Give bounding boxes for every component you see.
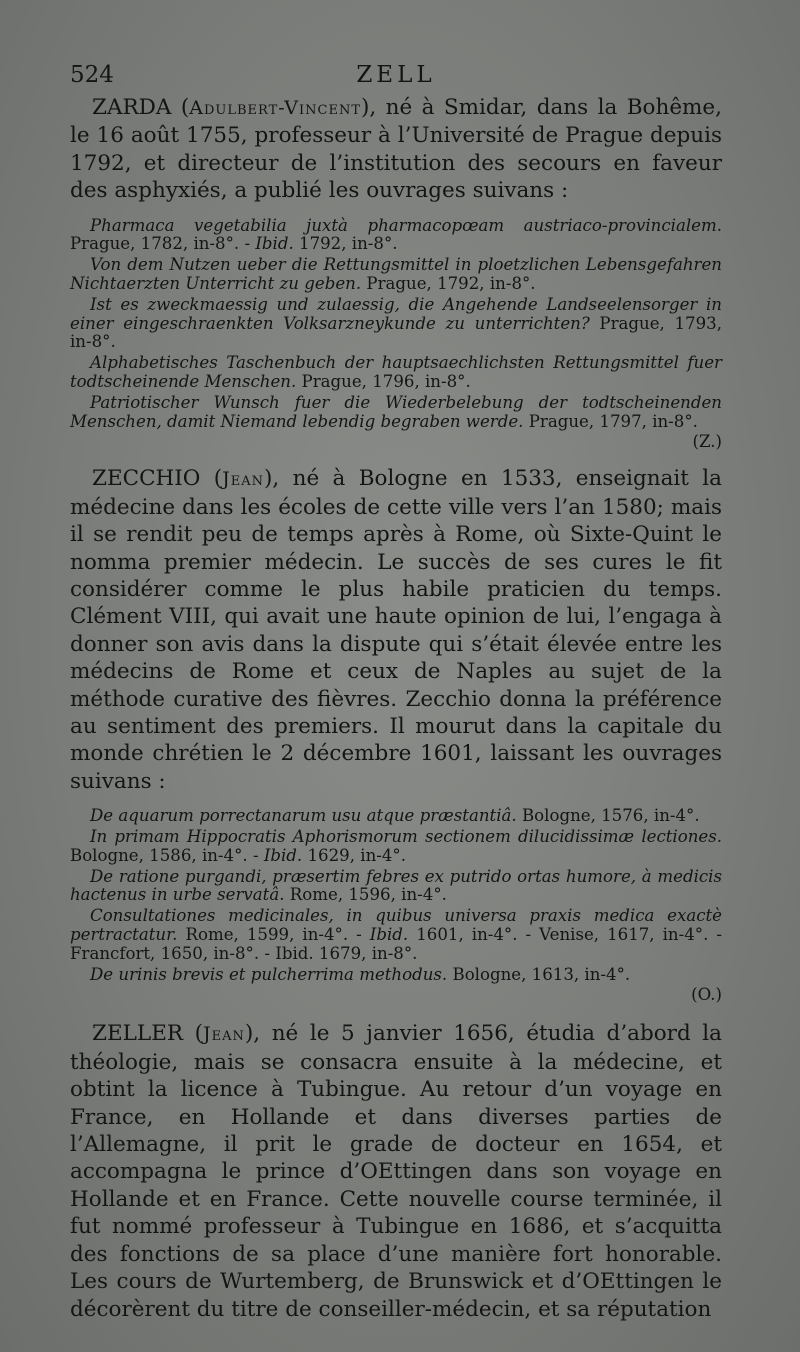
works-list xyxy=(70,807,722,984)
work-details: Bologne, 1586, in-4°. - xyxy=(70,845,264,865)
work-title: Patriotischer Wunsch fuer die Wiederbelebung der todtscheinenden Menschen, damit Niemand lebendig begraben werde. xyxy=(70,392,722,431)
work-item xyxy=(70,966,722,985)
work-item xyxy=(70,907,722,963)
work-details-more: 1792, in-8°. xyxy=(293,234,398,254)
work-details: Prague, 1792, in-8°. xyxy=(361,274,536,294)
running-head: ZELL xyxy=(356,62,436,88)
work-title: In primam Hippocratis Aphorismorum sectionem dilucidissimæ lectiones. xyxy=(90,827,722,847)
work-item xyxy=(70,828,722,866)
entry-headword: ZELLER xyxy=(92,1021,184,1047)
entry-zarda: ZARDA (Adulbert-Vincent), né à Smidar, dans la Bohême, le 16 août 1755, professeur à l’Université de Prague depuis 1792, et directeur de l’institution des secours en faveur des asphyxiés, a publié les ouvrages suivans : xyxy=(70,95,722,204)
entry-zecchio: ZECCHIO (Jean), né à Bologne en 1533, enseignait la médecine dans les écoles de cette ville vers l’an 1580; mais il se rendit peu de temps après à Rome, où Sixte-Quint le nomma premier médecin. Le succès de ses cures le fit considérer comme le plus habile praticien du temps. Clément VIII, qui avait une haute opinion de lui, l’engaga à donner son avis dans la dispute qui s’était élevée entre les médecins de Rome et ceux de Naples au sujet de la méthode curative des fièvres. Zecchio donna la préférence au sentiment des premiers. Il mourut dans la capitale du monde chrétien le 2 décembre 1601, laissant les ouvrages suivans : xyxy=(70,466,722,794)
work-item xyxy=(70,217,722,255)
entry-text: ), né à Bologne en 1533, enseignait la médecine dans les écoles de cette ville vers l’an 1580; mais il se rendit peu de temps après à Rome, où Sixte-Quint le nomma premier médecin. Le succès de ses cures le fit considérer comme le plus habile praticien du temps. Clément VIII, qui avait une haute opinion de lui, l’engaga à donner son avis dans la dispute qui s’était élevée entre les médecins de Rome et ceux de Naples au sujet de la méthode curative des fièvres. Zecchio donna la préférence au sentiment des premiers. Il mourut dans la capitale du monde chrétien le 2 décembre 1601, laissant les ouvrages suivans : xyxy=(70,466,722,794)
entry-text: ), né à Smidar, dans la Bohême, le 16 août 1755, professeur à l’Université de Prague depuis 1792, et directeur de l’institution des secours en faveur des asphyxiés, a publié les ouvrages suivans : xyxy=(70,95,722,204)
work-title: Pharmaca vegetabilia juxtà pharmacopœam austriaco-provincialem. xyxy=(90,215,722,235)
work-title: Alphabetisches Taschenbuch der hauptsaechlichsten Rettungsmittel fuer todtscheinende Menschen. xyxy=(70,353,722,391)
work-item xyxy=(70,868,722,906)
work-details: Prague, 1797, in-8°. xyxy=(523,411,698,431)
work-title: Ist es zweckmaessig und zulaessig, die Angehende Landseelensorger in einer eingeschraenkten Volksarzneykunde zu unterrichten? xyxy=(70,294,722,333)
work-details: Prague, 1782, in-8°. - xyxy=(70,234,256,254)
entry-headword: ZECCHIO xyxy=(92,466,201,492)
entry-forename: Adulbert-Vincent xyxy=(189,97,362,119)
work-title: Von dem Nutzen ueber die Rettungsmittel in ploetzlichen Lebensgefahren Nichtaerzten Unterricht zu geben. xyxy=(70,255,722,294)
work-title-ibid: Ibid. xyxy=(255,234,294,254)
work-details: Prague, 1793, in-8°. xyxy=(70,313,722,352)
work-details: Bologne, 1576, in-4°. xyxy=(516,806,700,826)
work-title: De ratione purgandi, præsertim febres ex putrido ortas humore, à medicis hactenus in urbe servatâ. xyxy=(70,866,722,905)
page-header xyxy=(70,62,722,94)
work-details: Rome, 1599, in-4°. - xyxy=(177,925,370,945)
work-title: De aquarum porrectanarum usu atque præstantiâ. xyxy=(90,806,517,826)
entry-forename: Jean xyxy=(203,1023,245,1046)
work-title-ibid: Ibid. xyxy=(369,925,409,945)
entry-zeller: ZELLER (Jean), né le 5 janvier 1656, étudia d’abord la théologie, mais se consacra ensuite à la médecine, et obtint la licence à Tubingue. Au retour d’un voyage en France, en Hollande et dans diverses parties de l’Allemagne, il prit le grade de docteur en 1654, et accompagna le prince d’OEttingen dans son voyage en Hollande et en France. Cette nouvelle course terminée, il fut nommé professeur à Tubingue en 1686, et s’acquitta des fonctions de sa place d’une manière fort honorable. Les cours de Wurtemberg, de Brunswick et d’OEttingen le décorèrent du titre de conseiller-médecin, et sa réputation xyxy=(70,1021,722,1322)
work-title-ibid: Ibid. xyxy=(263,845,303,865)
page-number: 524 xyxy=(70,62,114,88)
work-details-more: 1629, in-4°. xyxy=(302,845,407,865)
work-item xyxy=(70,394,722,432)
work-item xyxy=(70,256,722,294)
work-title: Consultationes medicinales, in quibus universa praxis medica exactè pertractatur. xyxy=(70,906,722,945)
page xyxy=(70,62,722,1323)
work-title: De urinis brevis et pulcherrima methodus. xyxy=(90,964,448,984)
work-details: Rome, 1596, in-4°. xyxy=(284,885,447,905)
works-list xyxy=(70,217,722,432)
work-details-more: 1601, in-4°. - Venise, 1617, in-4°. - Francfort, 1650, in-8°. - Ibid. 1679, in-8°. xyxy=(70,925,722,963)
entry-forename: Jean xyxy=(222,468,265,491)
work-item xyxy=(70,296,722,352)
entry-headword: ZARDA xyxy=(92,95,172,120)
work-item xyxy=(70,807,722,826)
author-signature: (O.) xyxy=(691,985,722,1005)
work-details: Prague, 1796, in-8°. xyxy=(296,372,471,391)
work-item xyxy=(70,354,722,392)
work-details: Bologne, 1613, in-4°. xyxy=(447,964,631,984)
author-signature: (Z.) xyxy=(692,432,722,452)
entry-text: ), né le 5 janvier 1656, étudia d’abord la théologie, mais se consacra ensuite à la médecine, et obtint la licence à Tubingue. Au retour d’un voyage en France, en Hollande et dans diverses parties de l’Allemagne, il prit le grade de docteur en 1654, et accompagna le prince d’OEttingen dans son voyage en Hollande et en France. Cette nouvelle course terminée, il fut nommé professeur à Tubingue en 1686, et s’acquitta des fonctions de sa place d’une manière fort honorable. Les cours de Wurtemberg, de Brunswick et d’OEttingen le décorèrent du titre de conseiller-médecin, et sa réputation xyxy=(70,1021,722,1322)
